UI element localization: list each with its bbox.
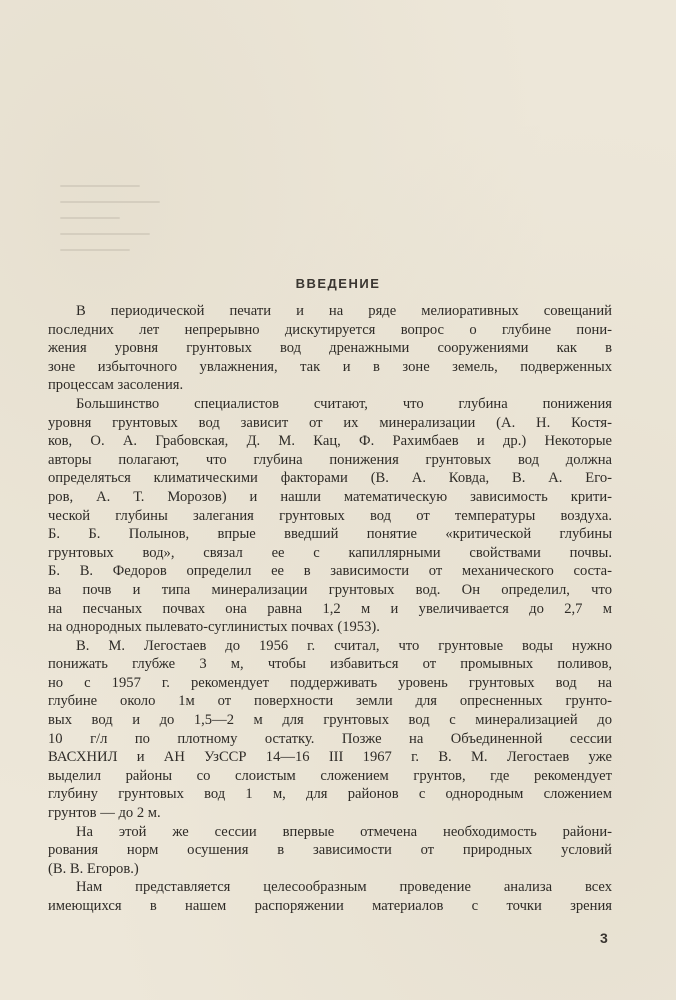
paragraph-line: ВАСХНИЛ и АН УзССР 14—16 III 1967 г. В. М. Легостаев уже (48, 749, 612, 766)
paragraph-line: уровня грунтовых вод зависит от их минерализации (А. Н. Костя- (48, 414, 612, 431)
paragraph-line: Б. В. Федоров определил ее в зависимости от механического соста- (48, 563, 612, 580)
paragraph-line: авторы полагают, что глубина понижения грунтовых вод должна (48, 451, 612, 468)
paragraph-line: глубине около 1м от поверхности земли для опресненных грунто- (48, 693, 612, 710)
paragraph-line: жения уровня грунтовых вод дренажными сооружениями как в (48, 340, 612, 357)
paragraph-line: 10 г/л по плотному остатку. Позже на Объединенной сессии (48, 730, 612, 747)
paragraph-line: понижать глубже 3 м, чтобы избавиться от промывных поливов, (48, 656, 612, 673)
paragraph-line: ва почв и типа минерализации грунтовых вод. Он определил, что (48, 581, 612, 598)
paragraph-line: определяться климатическими факторами (В. А. Ковда, В. А. Его- (48, 470, 612, 487)
paragraph-line: В. М. Легостаев до 1956 г. считал, что грунтовые воды нужно (76, 637, 612, 654)
paragraph-line: глубину грунтовых вод 1 м, для районов с однородным сложением (48, 786, 612, 803)
paragraph-line: на песчаных почвах она равна 1,2 м и увеличивается до 2,7 м (48, 600, 612, 617)
body-text (48, 302, 612, 916)
paragraph-line: Большинство специалистов считают, что глубина понижения (76, 395, 612, 412)
paragraph-line: ков, О. А. Грабовская, Д. М. Кац, Ф. Рахимбаев и др.) Некоторые (48, 433, 612, 450)
paragraph-line: последних лет непрерывно дискутируется вопрос о глубине пони- (48, 321, 612, 338)
paragraph-line: ров, А. Т. Морозов) и нашли математическую зависимость крити- (48, 488, 612, 505)
paragraph-line: имеющихся в нашем распоряжении материалов с точки зрения (48, 898, 612, 914)
paragraph-line: но с 1957 г. рекомендует поддерживать уровень грунтовых вод на (48, 674, 612, 691)
paragraph-line: на однородных пылевато-суглинистых почвах (1953). (48, 619, 380, 636)
paragraph-line: Нам представляется целесообразным проведение анализа всех (76, 879, 612, 896)
paragraph-line: рования норм осушения в зависимости от природных условий (48, 842, 612, 859)
paragraph-line: (В. В. Егоров.) (48, 860, 139, 877)
paragraph-line: выделил районы со слоистым сложением грунтов, где рекомендует (48, 767, 612, 784)
paragraph-line: процессам засоления. (48, 377, 184, 394)
paragraph-line: На этой же сессии впервые отмечена необходимость райони- (76, 823, 612, 840)
paragraph-line: ческой глубины залегания грунтовых вод от температуры воздуха. (48, 507, 612, 524)
paragraph-line: вых вод и до 1,5—2 м для грунтовых вод с минерализацией до (48, 712, 612, 729)
paragraph-line: зоне избыточного увлажнения, так и в зоне земель, подверженных (48, 358, 612, 375)
paragraph-line: грунтовых вод», связал ее с капиллярными свойствами почвы. (48, 544, 612, 561)
paragraph-line: Б. Б. Полынов, впрые введший понятие «критической глубины (48, 526, 612, 543)
section-title: ВВЕДЕНИЕ (295, 276, 381, 291)
page-number: 3 (600, 930, 608, 946)
paragraph-line: В периодической печати и на ряде мелиоративных совещаний (76, 303, 612, 319)
paragraph-line: грунтов — до 2 м. (48, 805, 161, 822)
